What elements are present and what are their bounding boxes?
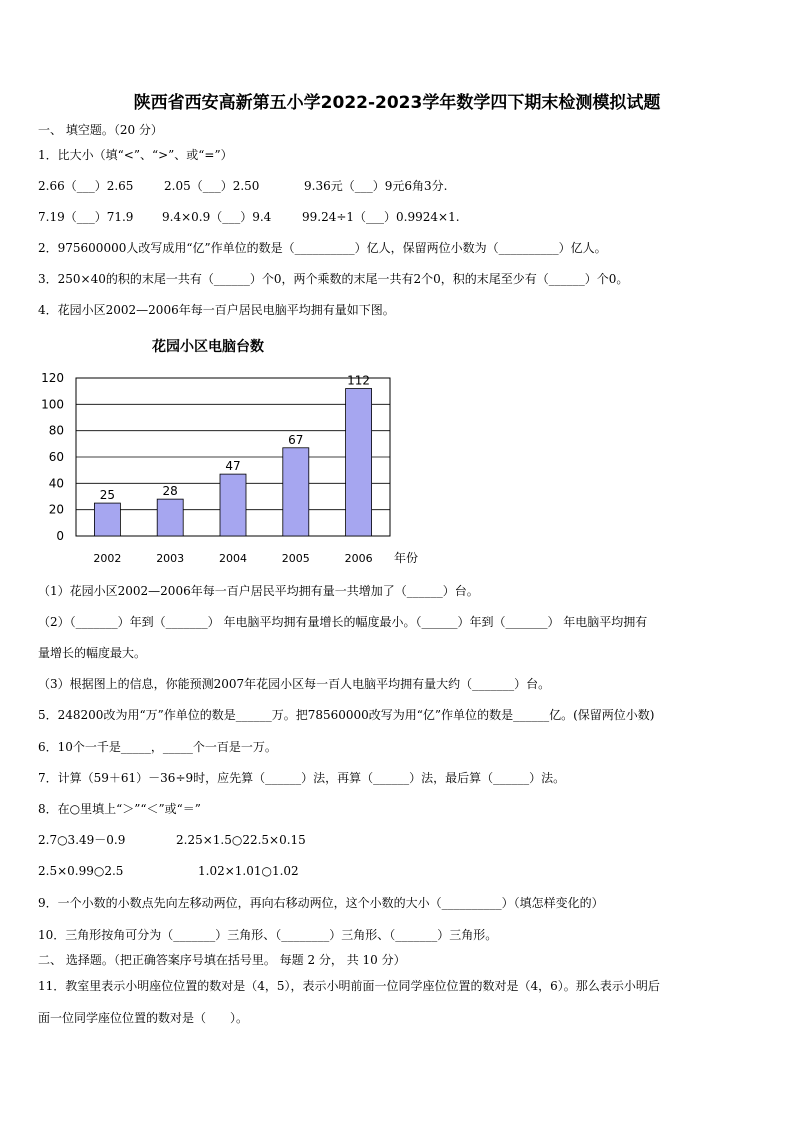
- y-tick-label: 60: [48, 450, 64, 464]
- question-4-part-3: （3）根据图上的信息，你能预测2007年花园小区每一百人电脑平均拥有量大约（_______）台。: [38, 677, 551, 691]
- data-label: 67: [288, 432, 304, 447]
- comparison-item: 7.19（___）71.9: [38, 210, 134, 224]
- comparison-item: 2.05（___）2.50: [164, 179, 260, 193]
- question-5: 5．248200改为用“万”作单位的数是______万。把78560000改写为用“亿”作单位的数是______亿。(保留两位小数): [38, 708, 655, 722]
- question-6: 6．10个一千是_____，_____个一百是一万。: [38, 740, 277, 754]
- question-4: 4．花园小区2002—2006年每一百户居民电脑平均拥有量如下图。: [38, 303, 395, 317]
- data-label: 47: [225, 459, 241, 474]
- comparison-item: 2.5×0.99○2.5: [38, 864, 124, 878]
- question-10: 10．三角形按角可分为（_______）三角形、（________）三角形、（_______）三角形。: [38, 928, 498, 942]
- question-1-row-2: [38, 209, 460, 225]
- y-tick-label: 100: [41, 397, 64, 412]
- comparison-item: 1.02×1.01○1.02: [198, 864, 299, 878]
- bar: [94, 503, 120, 536]
- comparison-item: 2.66（___）2.65: [38, 179, 134, 193]
- data-label: 25: [99, 488, 116, 503]
- comparison-item: 2.25×1.5○22.5×0.15: [176, 833, 306, 847]
- x-tick-label: 2003: [156, 552, 185, 565]
- question-2: 2．975600000人改写成用“亿”作单位的数是（__________）亿人，保留两位小数为（__________）亿人。: [38, 241, 607, 255]
- y-tick-label: 20: [48, 502, 64, 517]
- y-tick-label: 40: [48, 476, 64, 491]
- question-4-part-1: （1）花园小区2002—2006年每一百户居民平均拥有量一共增加了（______）台。: [38, 584, 479, 598]
- comparison-item: 99.24÷1（___）0.9924×1.: [302, 210, 460, 224]
- data-label: 28: [162, 484, 178, 499]
- x-tick-label: 2006: [344, 552, 373, 565]
- bar: [283, 448, 309, 536]
- x-tick-label: 2002: [93, 552, 122, 565]
- y-tick-label: 0: [56, 529, 64, 543]
- x-axis-label: 年份: [394, 551, 419, 565]
- bar: [157, 499, 183, 536]
- data-label: 112: [347, 373, 371, 388]
- x-tick-label: 2004: [219, 552, 247, 565]
- section-1-heading: 一、 填空题。（20 分）: [38, 123, 163, 137]
- x-tick-label: 2005: [281, 552, 310, 565]
- comparison-item: 9.4×0.9（___）9.4: [162, 210, 272, 224]
- question-1: 1．比大小（填“<”、“>”、或“=”）: [38, 148, 233, 162]
- section-2-heading: 二、 选择题。（把正确答案序号填在括号里。 每题 2 分， 共 10 分）: [38, 953, 406, 967]
- y-tick-label: 80: [48, 423, 64, 438]
- comparison-item: 2.7○3.49－0.9: [38, 833, 126, 847]
- question-11-cont: 面一位同学座位位置的数对是（ ）。: [38, 1011, 249, 1025]
- bar: [220, 474, 246, 536]
- bar-chart-svg: [28, 332, 448, 572]
- question-4-part-2-cont: 量增长的幅度最大。: [38, 646, 147, 660]
- bar: [346, 389, 372, 536]
- comparison-item: 9.36元（___）9元6角3分.: [304, 179, 448, 193]
- chart-title: 花园小区电脑台数: [152, 339, 264, 355]
- question-11: 11．教室里表示小明座位位置的数对是（4，5），表示小明前面一位同学座位位置的数对是（4，6）。那么表示小明后: [38, 979, 660, 993]
- question-9: 9．一个小数的小数点先向左移动两位，再向右移动两位，这个小数的大小（__________）（填怎样变化的）: [38, 896, 604, 910]
- y-tick-label: 120: [41, 371, 64, 385]
- question-8-row-2: [38, 863, 299, 879]
- question-4-part-2: （2）（_______）年到（_______） 年电脑平均拥有量增长的幅度最小。（______）年到（_______） 年电脑平均拥有: [38, 615, 648, 629]
- question-8-row-1: [38, 832, 306, 848]
- page-title: 陕西省西安高新第五小学2022-2023学年数学四下期末检测模拟试题: [133, 93, 661, 113]
- bar-chart: [28, 332, 448, 572]
- question-8: 8．在○里填上“＞”“＜”或“＝”: [38, 802, 201, 816]
- question-3: 3．250×40的积的末尾一共有（______）个0，两个乘数的末尾一共有2个0，积的末尾至少有（______）个0。: [38, 272, 629, 286]
- question-1-row-1: [38, 178, 447, 194]
- question-7: 7．计算（59＋61）－36÷9时，应先算（______）法，再算（______）法，最后算（______）法。: [38, 771, 566, 785]
